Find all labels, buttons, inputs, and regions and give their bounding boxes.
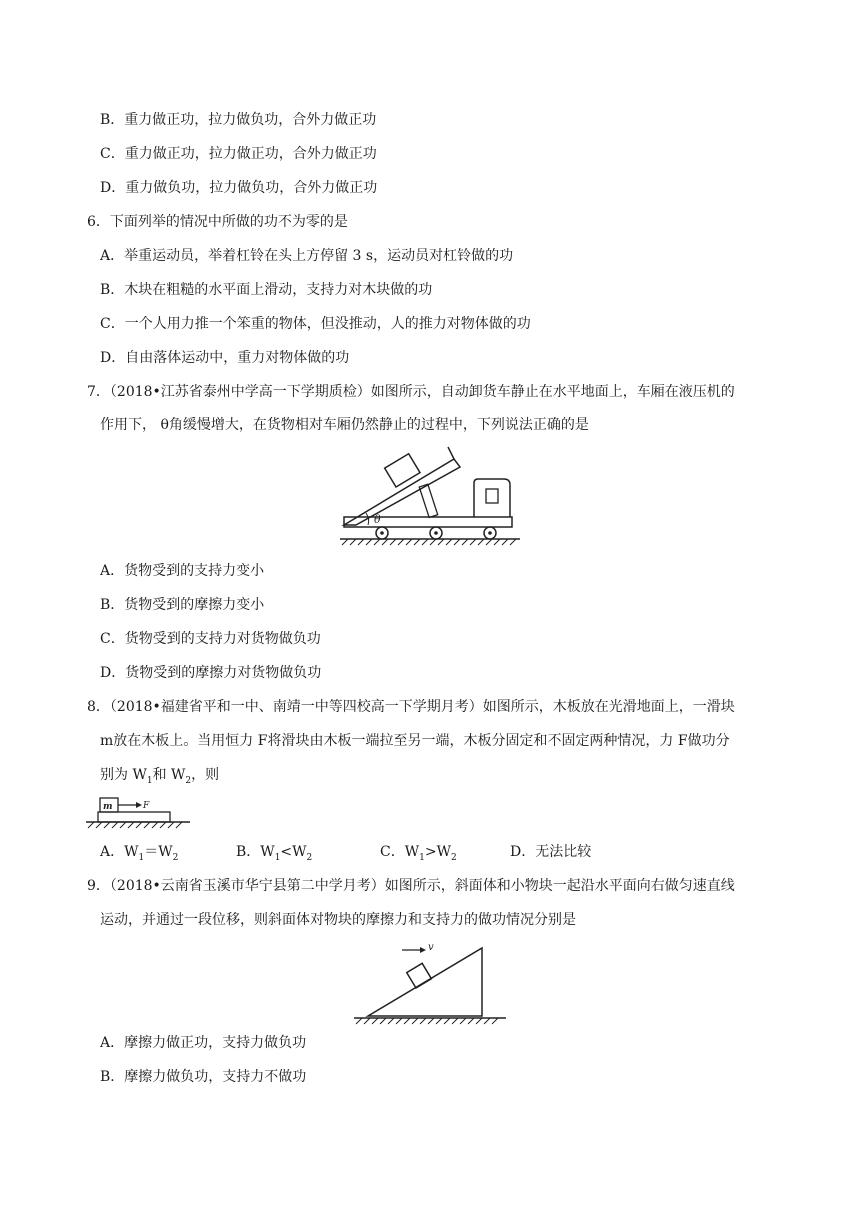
q8-option-b: B．$W_1<W_2$: [236, 844, 313, 863]
q8-stem-line2: m放在木板上。当用恒力 F将滑块由木板一端拉至另一端，木板分固定和不固定两种情况，力 F做功分: [100, 733, 730, 749]
q9-option-b: B．摩擦力做负功，支持力不做功: [100, 1069, 307, 1085]
q5-option-d: D．重力做负功，拉力做负功，合外力做正功: [100, 180, 378, 196]
q8-option-c: C．$W_1>W_2$: [380, 844, 457, 863]
q7-stem-line2: 作用下， θ角缓慢增大，在货物相对车厢仍然静止的过程中，下列说法正确的是: [100, 417, 589, 433]
q8-force-label: F: [143, 801, 150, 811]
q8-stem-line1: 8．（2018•福建省平和一中、南靖一中等四校高一下学期月考）如图所示，木板放在光滑地面上，一滑块: [87, 699, 735, 715]
q8-stem-line3: 别为 $W_1$和 $W_2$，则: [100, 767, 220, 786]
q8-option-d: D．无法比较: [510, 844, 592, 860]
q8-options-row: [100, 842, 720, 862]
q5-option-b: B．重力做正功，拉力做负功，合外力做正功: [100, 112, 377, 128]
q6-option-c: C．一个人用力推一个笨重的物体，但没推动，人的推力对物体做的功: [100, 316, 531, 332]
q7-option-a: A．货物受到的支持力变小: [100, 563, 265, 579]
q9-stem-line1: 9．（2018•云南省玉溪市华宁县第二中学月考）如图所示，斜面体和小物块一起沿水平面向右做匀速直线: [87, 878, 735, 894]
q9-option-a: A．摩擦力做正功，支持力做负功: [100, 1035, 307, 1051]
q5-option-c: C．重力做正功，拉力做正功，合外力做正功: [100, 146, 377, 162]
q8-option-a: A．$W_1=W_2$: [100, 844, 179, 863]
q6-option-a: A．举重运动员，举着杠铃在头上方停留 3 s，运动员对杠铃做的功: [100, 248, 514, 264]
q9-velocity-label: v: [428, 942, 434, 953]
q8-block-label: m: [103, 802, 113, 812]
q6-option-d: D．自由落体运动中，重力对物体做的功: [100, 350, 350, 366]
q6-option-b: B．木块在粗糙的水平面上滑动，支持力对木块做的功: [100, 282, 433, 298]
q7-option-d: D．货物受到的摩擦力对货物做负功: [100, 665, 322, 681]
q7-dump-truck-figure: [336, 445, 526, 551]
q7-theta-label: θ: [374, 513, 381, 526]
q9-incline-figure: [350, 938, 510, 1028]
q7-option-b: B．货物受到的摩擦力变小: [100, 597, 265, 613]
q7-stem-line1: 7．（2018•江苏省泰州中学高一下学期质检）如图所示，自动卸货车静止在水平地面上，车厢在液压机的: [87, 384, 735, 400]
q7-option-c: C．货物受到的支持力对货物做负功: [100, 631, 321, 647]
q9-stem-line2: 运动，并通过一段位移，则斜面体对物块的摩擦力和支持力的做功情况分别是: [100, 912, 576, 928]
q6-stem: 6．下面列举的情况中所做的功不为零的是: [87, 214, 348, 230]
q8-board-block-figure: [84, 795, 194, 831]
